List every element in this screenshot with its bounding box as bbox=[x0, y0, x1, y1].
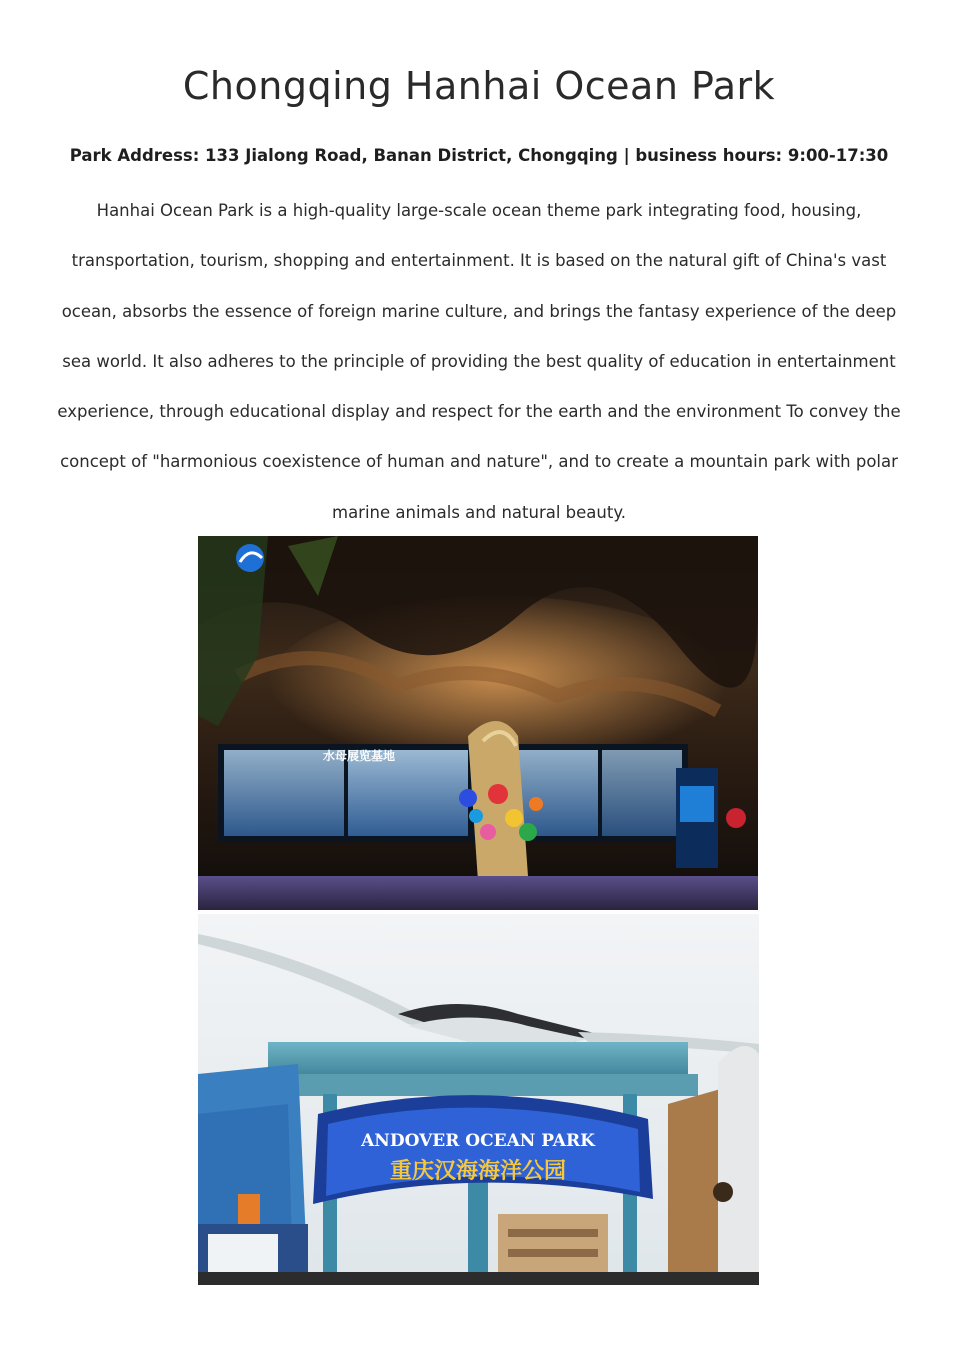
park-entrance-photo bbox=[198, 914, 759, 1285]
page-title: Chongqing Hanhai Ocean Park bbox=[182, 64, 776, 108]
aquarium-interior-photo bbox=[198, 536, 758, 910]
entrance-sign-english: ANDOVER OCEAN PARK bbox=[361, 1131, 595, 1151]
park-description: Hanhai Ocean Park is a high-quality large-scale ocean theme park integrating food, housing, transportation, tourism, shopping and entertainment. It is based on the natural gift of China's vast ocean, absorbs the essence of foreign marine culture, and brings the fantasy experience of the deep sea world. It also adheres to the principle of providing the best quality of education in entertainment experience, through educational display and respect for the earth and the environment To convey the concept of "harmonious coexistence of human and nature", and to create a mountain park with polar marine animals and natural beauty. bbox=[57, 201, 901, 522]
entrance-sign-chinese: 重庆汉海海洋公园 bbox=[389, 1159, 567, 1184]
park-address-hours: Park Address: 133 Jialong Road, Banan District, Chongqing | business hours: 9:00-17:30 bbox=[69, 146, 889, 165]
aquarium-sign-text: 水母展览基地 bbox=[323, 749, 396, 763]
